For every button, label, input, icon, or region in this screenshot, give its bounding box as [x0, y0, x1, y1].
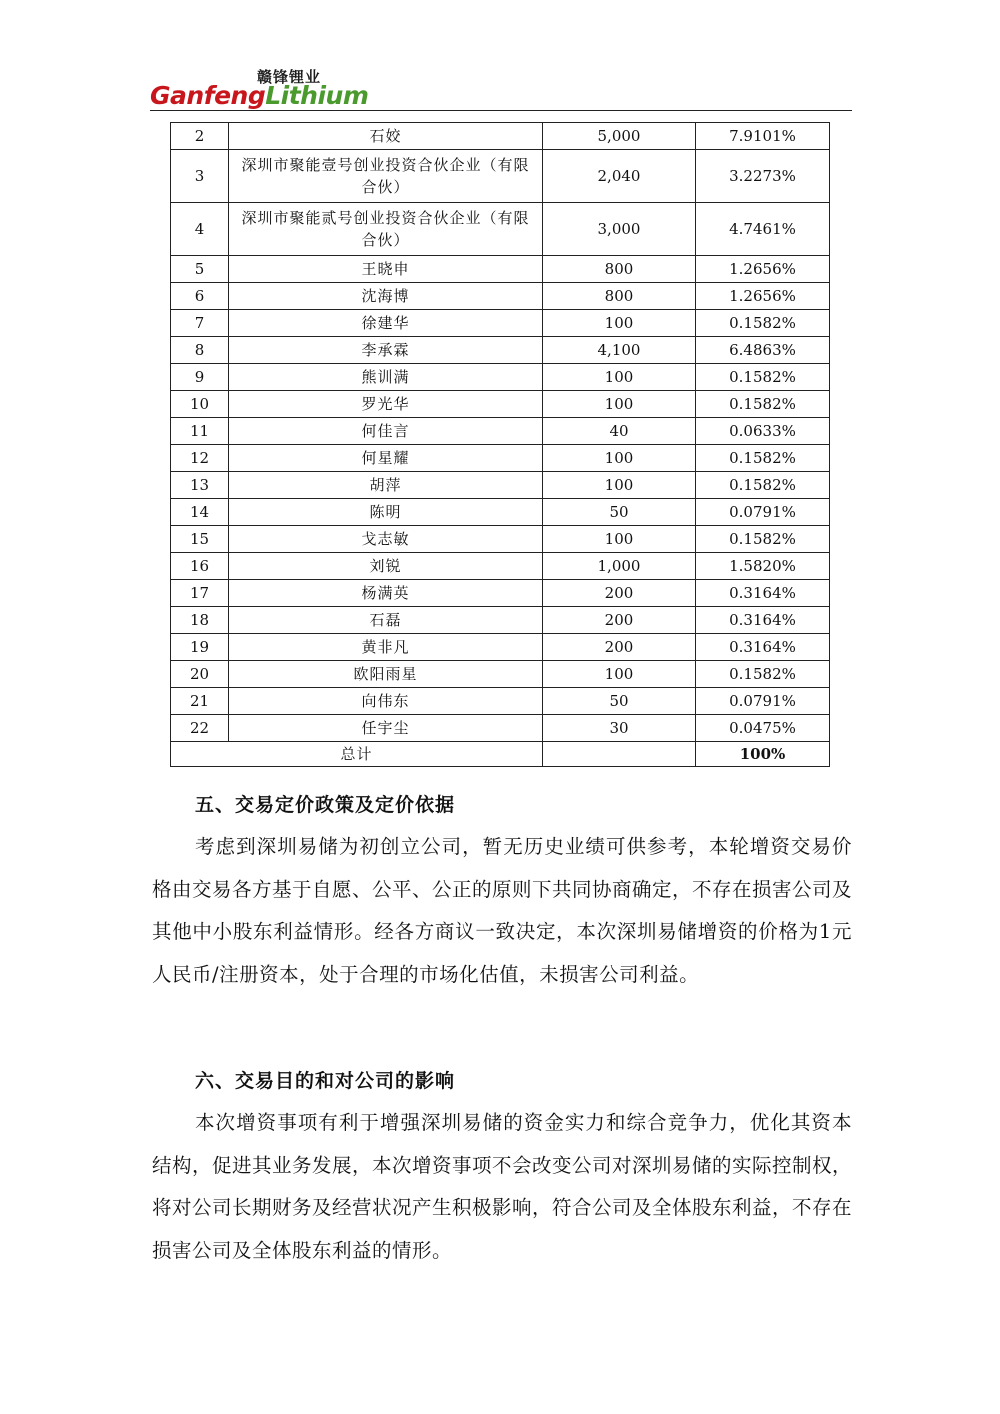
- table-row: [171, 607, 830, 634]
- amount-cell: 200: [543, 580, 696, 607]
- shareholder-name-cell: 戈志敏: [229, 526, 543, 553]
- logo-english-name: [150, 81, 368, 110]
- row-number-cell: 21: [171, 688, 229, 715]
- percentage-cell: 0.3164%: [696, 580, 830, 607]
- shareholder-name-cell: 陈明: [229, 499, 543, 526]
- row-number-cell: 17: [171, 580, 229, 607]
- amount-cell: 30: [543, 715, 696, 742]
- row-number-cell: 4: [171, 203, 229, 256]
- table-row: [171, 445, 830, 472]
- shareholder-name-cell: 熊训满: [229, 364, 543, 391]
- table-row: [171, 391, 830, 418]
- percentage-cell: 0.1582%: [696, 310, 830, 337]
- shareholder-name-cell: 石磊: [229, 607, 543, 634]
- section-6-paragraph: 本次增资事项有利于增强深圳易储的资金实力和综合竞争力，优化其资本结构，促进其业务发展，本次增资事项不会改变公司对深圳易储的实际控制权，将对公司长期财务及经营状况产生积极影响，符合公司及全体股东利益，不存在损害公司及全体股东利益的情形。: [152, 1111, 853, 1262]
- percentage-cell: 1.2656%: [696, 283, 830, 310]
- percentage-cell: 0.1582%: [696, 661, 830, 688]
- percentage-cell: 0.3164%: [696, 634, 830, 661]
- section-6-heading: 六、交易目的和对公司的影响: [195, 1070, 456, 1092]
- logo-chinese-name: 赣锋锂业: [257, 68, 322, 86]
- table-row: [171, 256, 830, 283]
- percentage-cell: 0.0791%: [696, 688, 830, 715]
- amount-cell: 800: [543, 256, 696, 283]
- shareholder-name-cell: 王晓申: [229, 256, 543, 283]
- percentage-cell: 0.0791%: [696, 499, 830, 526]
- row-number-cell: 8: [171, 337, 229, 364]
- percentage-cell: 0.1582%: [696, 364, 830, 391]
- percentage-cell: 0.1582%: [696, 472, 830, 499]
- amount-cell: 4,100: [543, 337, 696, 364]
- amount-cell: 100: [543, 526, 696, 553]
- amount-cell: 200: [543, 634, 696, 661]
- shareholder-name-cell: 深圳市聚能壹号创业投资合伙企业（有限合伙）: [229, 150, 543, 203]
- header-rule: [150, 110, 852, 111]
- amount-cell: 50: [543, 499, 696, 526]
- row-number-cell: 11: [171, 418, 229, 445]
- shareholder-name-cell: 向伟东: [229, 688, 543, 715]
- total-percentage-cell: 100%: [696, 742, 830, 767]
- shareholder-name-cell: 黄非凡: [229, 634, 543, 661]
- table-row: [171, 418, 830, 445]
- row-number-cell: 14: [171, 499, 229, 526]
- table-row: [171, 337, 830, 364]
- shareholder-name-cell: 杨满英: [229, 580, 543, 607]
- shareholder-name-cell: 沈海博: [229, 283, 543, 310]
- amount-cell: 100: [543, 445, 696, 472]
- amount-cell: 50: [543, 688, 696, 715]
- table-row: [171, 661, 830, 688]
- table-row: [171, 283, 830, 310]
- shareholder-name-cell: 深圳市聚能贰号创业投资合伙企业（有限合伙）: [229, 203, 543, 256]
- shareholder-name-cell: 任宇尘: [229, 715, 543, 742]
- amount-cell: 3,000: [543, 203, 696, 256]
- section-5-paragraph: 考虑到深圳易储为初创立公司，暂无历史业绩可供参考，本轮增资交易价格由交易各方基于自愿、公平、公正的原则下共同协商确定，不存在损害公司及其他中小股东利益情形。经各方商议一致决定，本次深圳易储增资的价格为1元人民币/注册资本，处于合理的市场化估值，未损害公司利益。: [152, 835, 853, 986]
- table-row: [171, 472, 830, 499]
- percentage-cell: 0.0633%: [696, 418, 830, 445]
- amount-cell: 100: [543, 310, 696, 337]
- row-number-cell: 6: [171, 283, 229, 310]
- amount-cell: 800: [543, 283, 696, 310]
- amount-cell: 100: [543, 661, 696, 688]
- shareholder-name-cell: 石姣: [229, 123, 543, 150]
- row-number-cell: 22: [171, 715, 229, 742]
- row-number-cell: 19: [171, 634, 229, 661]
- total-label-cell: 总计: [171, 742, 543, 767]
- percentage-cell: 7.9101%: [696, 123, 830, 150]
- row-number-cell: 10: [171, 391, 229, 418]
- table-row: [171, 203, 830, 256]
- percentage-cell: 6.4863%: [696, 337, 830, 364]
- shareholder-table: [170, 122, 830, 767]
- table-row: [171, 123, 830, 150]
- amount-cell: 100: [543, 364, 696, 391]
- amount-cell: 40: [543, 418, 696, 445]
- row-number-cell: 20: [171, 661, 229, 688]
- row-number-cell: 16: [171, 553, 229, 580]
- percentage-cell: 0.1582%: [696, 445, 830, 472]
- row-number-cell: 2: [171, 123, 229, 150]
- shareholder-name-cell: 刘锐: [229, 553, 543, 580]
- shareholder-name-cell: 李承霖: [229, 337, 543, 364]
- shareholder-name-cell: 胡萍: [229, 472, 543, 499]
- row-number-cell: 3: [171, 150, 229, 203]
- percentage-cell: 0.1582%: [696, 391, 830, 418]
- percentage-cell: 0.0475%: [696, 715, 830, 742]
- row-number-cell: 9: [171, 364, 229, 391]
- company-logo: [150, 66, 369, 110]
- percentage-cell: 0.1582%: [696, 526, 830, 553]
- shareholder-name-cell: 罗光华: [229, 391, 543, 418]
- shareholder-table-body: [171, 123, 830, 767]
- logo-word-ganfeng: Ganfeng: [150, 81, 266, 110]
- table-row: [171, 715, 830, 742]
- amount-cell: 100: [543, 391, 696, 418]
- percentage-cell: 0.3164%: [696, 607, 830, 634]
- table-row: [171, 310, 830, 337]
- amount-cell: 1,000: [543, 553, 696, 580]
- table-row: [171, 499, 830, 526]
- row-number-cell: 5: [171, 256, 229, 283]
- amount-cell: 100: [543, 472, 696, 499]
- table-row: [171, 688, 830, 715]
- row-number-cell: 13: [171, 472, 229, 499]
- table-row: [171, 580, 830, 607]
- row-number-cell: 7: [171, 310, 229, 337]
- row-number-cell: 12: [171, 445, 229, 472]
- table-total-row: [171, 742, 830, 767]
- section-5-heading: 五、交易定价政策及定价依据: [195, 794, 456, 816]
- percentage-cell: 4.7461%: [696, 203, 830, 256]
- total-amount-cell: [543, 742, 696, 767]
- shareholder-name-cell: 何佳言: [229, 418, 543, 445]
- shareholder-name-cell: 徐建华: [229, 310, 543, 337]
- logo-word-lithium: Lithium: [265, 81, 369, 110]
- amount-cell: 5,000: [543, 123, 696, 150]
- amount-cell: 200: [543, 607, 696, 634]
- shareholder-name-cell: 何星耀: [229, 445, 543, 472]
- percentage-cell: 1.5820%: [696, 553, 830, 580]
- percentage-cell: 1.2656%: [696, 256, 830, 283]
- table-row: [171, 526, 830, 553]
- row-number-cell: 15: [171, 526, 229, 553]
- shareholder-name-cell: 欧阳雨星: [229, 661, 543, 688]
- table-row: [171, 150, 830, 203]
- amount-cell: 2,040: [543, 150, 696, 203]
- percentage-cell: 3.2273%: [696, 150, 830, 203]
- table-row: [171, 553, 830, 580]
- row-number-cell: 18: [171, 607, 229, 634]
- table-row: [171, 364, 830, 391]
- table-row: [171, 634, 830, 661]
